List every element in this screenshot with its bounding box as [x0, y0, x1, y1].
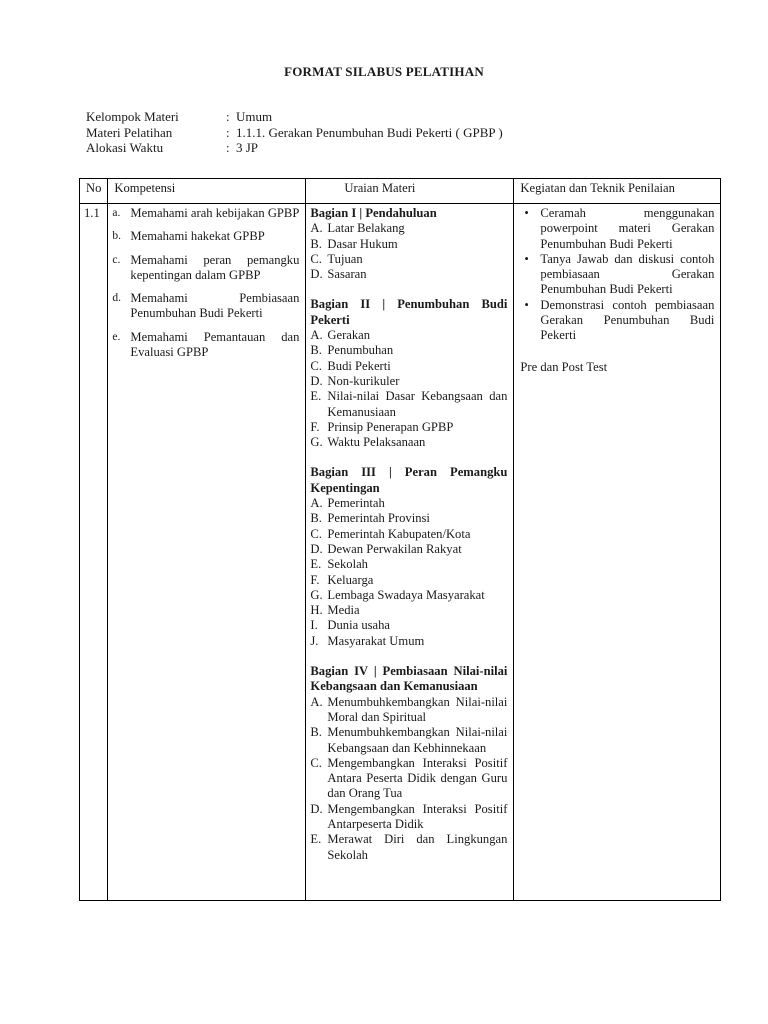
list-text: Prinsip Penerapan GPBP — [327, 419, 454, 434]
list-text: Nilai-nilai Dasar Kebangsaan dan Kemanusiaan — [327, 389, 508, 419]
syllabus-table — [79, 178, 721, 901]
list-text: Ceramah menggunakan powerpoint materi Gerakan Penumbuhan Budi Pekerti — [540, 206, 715, 251]
list-item — [112, 253, 299, 284]
list-marker: D. — [310, 541, 323, 556]
list-text: Mengembangkan Interaksi Positif Antarpeserta Didik — [327, 801, 508, 831]
list-marker: C. — [310, 251, 322, 266]
list-text: Pemerintah Kabupaten/Kota — [327, 526, 471, 541]
list-marker: D. — [310, 267, 323, 282]
bullet-icon: • — [524, 297, 529, 312]
list-marker: F. — [310, 419, 320, 434]
list-item — [112, 330, 299, 361]
list-item — [310, 527, 507, 542]
document-title: FORMAT SILABUS PELATIHAN — [284, 64, 484, 79]
list-text: Merawat Diri dan Lingkungan Sekolah — [327, 832, 508, 862]
list-marker: E. — [310, 557, 322, 572]
bullet-icon: • — [524, 251, 529, 266]
list-marker: C. — [310, 358, 322, 373]
list-item — [520, 252, 714, 298]
list-item — [310, 420, 507, 435]
list-item — [310, 511, 507, 526]
meta-key: Materi Pelatihan — [86, 124, 173, 140]
meta-row-materi-pelatihan — [86, 125, 503, 141]
list-item — [310, 328, 507, 343]
list-text: Menumbuhkembangkan Nilai-nilai Moral dan Spiritual — [327, 694, 508, 724]
list-marker: F. — [310, 572, 320, 587]
list-marker: e. — [112, 330, 121, 343]
meta-colon: : — [226, 140, 230, 155]
list-text: Budi Pekerti — [327, 358, 391, 373]
section-list — [310, 695, 507, 863]
list-item — [520, 298, 714, 344]
list-marker: A. — [310, 694, 323, 709]
list-text: Latar Belakang — [327, 221, 405, 236]
list-item — [310, 603, 507, 618]
meta-info — [86, 109, 503, 156]
list-text: Non-kurikuler — [327, 373, 400, 388]
section-bagian-4 — [310, 664, 507, 863]
list-item — [112, 229, 299, 244]
kompetensi-list — [112, 206, 299, 360]
list-item — [310, 618, 507, 633]
list-marker: B. — [310, 725, 322, 740]
list-marker: J. — [310, 633, 319, 648]
list-marker: D. — [310, 373, 323, 388]
list-marker: B. — [310, 511, 322, 526]
list-marker: a. — [112, 207, 121, 219]
meta-value: 1.1.1. Gerakan Penumbuhan Budi Pekerti ( GPBP ) — [236, 124, 503, 140]
list-text: Sekolah — [327, 557, 368, 572]
list-item — [310, 634, 507, 649]
list-marker: H. — [310, 603, 323, 618]
meta-row-alokasi-waktu — [86, 140, 503, 156]
list-text: Dasar Hukum — [327, 236, 398, 251]
assessment-note: Pre dan Post Test — [520, 359, 608, 374]
table-header-row — [80, 179, 721, 204]
list-text: Menumbuhkembangkan Nilai-nilai Kebangsaan dan Kebhinnekaan — [327, 725, 508, 755]
list-text: Memahami Pemantauan dan Evaluasi GPBP — [130, 329, 300, 360]
list-marker: c. — [112, 253, 121, 266]
list-text: Gerakan — [327, 328, 371, 343]
list-item — [520, 206, 714, 252]
list-marker: G. — [310, 587, 323, 602]
list-marker: B. — [310, 236, 322, 251]
list-text: Media — [327, 603, 360, 618]
list-item — [310, 725, 507, 756]
header-uraian-materi: Uraian Materi — [306, 179, 514, 204]
list-marker: C. — [310, 526, 322, 541]
list-marker: C. — [310, 755, 322, 770]
list-text: Penumbuhan — [327, 343, 394, 358]
list-item — [310, 343, 507, 358]
meta-value: Umum — [236, 109, 273, 124]
list-marker: B. — [310, 343, 322, 358]
section-bagian-3 — [310, 465, 507, 649]
section-title: Bagian II | Penumbuhan Budi Pekerti — [310, 297, 508, 327]
list-item — [310, 359, 507, 374]
meta-key: Alokasi Waktu — [86, 140, 164, 155]
table-row — [80, 204, 721, 901]
list-text: Pemerintah Provinsi — [327, 511, 430, 526]
list-item — [310, 695, 507, 726]
list-item — [310, 573, 507, 588]
list-marker: A. — [310, 221, 323, 236]
list-marker: I. — [310, 618, 318, 633]
list-marker: G. — [310, 435, 323, 450]
list-text: Sasaran — [327, 267, 367, 282]
list-item — [310, 435, 507, 450]
list-item — [112, 291, 299, 322]
list-marker: E. — [310, 389, 322, 404]
list-item — [310, 588, 507, 603]
meta-value: 3 JP — [236, 140, 259, 155]
section-title: Bagian III | Peran Pemangku Kepentingan — [310, 465, 508, 495]
meta-key: Kelompok Materi — [86, 109, 179, 124]
list-text: Tanya Jawab dan diskusi contoh pembiasaan Gerakan Penumbuhan Budi Pekerti — [540, 251, 715, 297]
list-text: Memahami Pembiasaan Penumbuhan Budi Pekerti — [130, 291, 300, 321]
list-item — [310, 374, 507, 389]
list-text: Memahami peran pemangku kepentingan dalam GPBP — [130, 252, 300, 282]
list-text: Masyarakat Umum — [327, 633, 425, 648]
list-item — [310, 237, 507, 252]
list-item — [310, 542, 507, 557]
list-text: Memahami arah kebijakan GPBP — [130, 206, 300, 220]
section-list — [310, 496, 507, 649]
list-text: Mengembangkan Interaksi Positif Antara Peserta Didik dengan Guru dan Orang Tua — [327, 755, 508, 801]
header-kompetensi: Kompetensi — [108, 179, 306, 204]
uraian-materi-cell — [306, 204, 514, 901]
list-item — [310, 496, 507, 511]
header-no: No — [80, 179, 108, 204]
section-bagian-2 — [310, 297, 507, 450]
list-text: Dunia usaha — [327, 618, 391, 633]
list-text: Keluarga — [327, 572, 374, 587]
list-text: Demonstrasi contoh pembiasaan Gerakan Penumbuhan Budi Pekerti — [540, 297, 715, 343]
list-text: Dewan Perwakilan Rakyat — [327, 541, 462, 556]
list-item — [310, 267, 507, 282]
meta-colon: : — [226, 124, 230, 140]
meta-row-kelompok-materi — [86, 109, 503, 125]
section-list — [310, 221, 507, 282]
row-number: 1.1 — [80, 204, 108, 901]
list-item — [112, 206, 299, 221]
list-marker: A. — [310, 496, 323, 511]
list-item — [310, 389, 507, 420]
kegiatan-cell — [514, 204, 721, 901]
bullet-icon: • — [524, 206, 529, 220]
list-item — [310, 756, 507, 802]
list-item — [310, 557, 507, 572]
section-title: Bagian I | Pendahuluan — [310, 206, 437, 220]
list-item — [310, 832, 507, 863]
kegiatan-list — [520, 206, 714, 344]
list-marker: A. — [310, 328, 323, 343]
header-kegiatan: Kegiatan dan Teknik Penilaian — [514, 179, 721, 204]
list-text: Lembaga Swadaya Masyarakat — [327, 587, 485, 602]
list-marker: b. — [112, 230, 122, 243]
meta-colon: : — [226, 109, 230, 124]
list-text: Memahami hakekat GPBP — [130, 229, 265, 244]
section-bagian-1 — [310, 206, 507, 282]
list-marker: E. — [310, 832, 322, 847]
list-marker: d. — [112, 292, 122, 305]
list-marker: D. — [310, 801, 323, 816]
kompetensi-cell — [108, 204, 306, 901]
list-text: Pemerintah — [327, 496, 385, 511]
list-item — [310, 221, 507, 236]
list-text: Tujuan — [327, 251, 363, 266]
list-item — [310, 802, 507, 833]
section-list — [310, 328, 507, 450]
list-item — [310, 252, 507, 267]
section-title: Bagian IV | Pembiasaan Nilai-nilai Kebangsaan dan Kemanusiaan — [310, 664, 508, 694]
list-text: Waktu Pelaksanaan — [327, 435, 426, 450]
